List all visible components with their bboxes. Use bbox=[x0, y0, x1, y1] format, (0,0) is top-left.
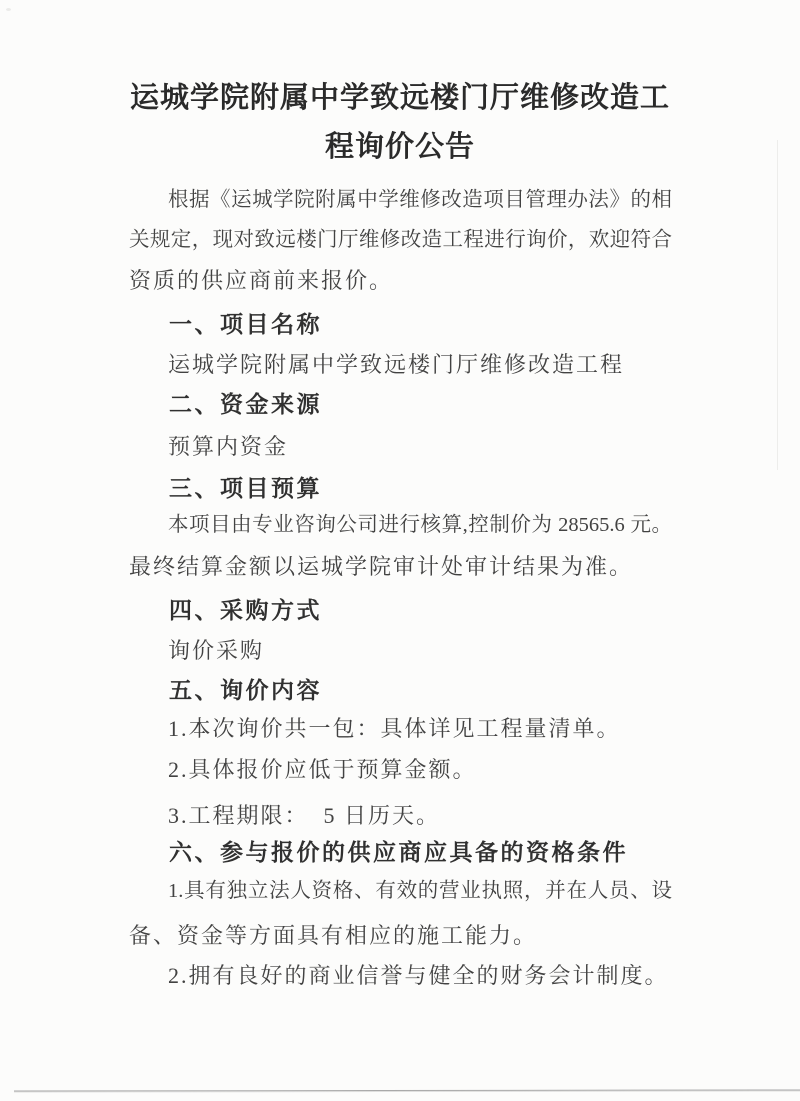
intro-line: 根据《运城学院附属中学维修改造项目管理办法》的相 bbox=[168, 189, 672, 211]
body-line: 2.具体报价应低于预算金额。 bbox=[168, 757, 477, 782]
section-heading-6: 六、参与报价的供应商应具备的资格条件 bbox=[169, 840, 628, 865]
body-line: 运城学院附属中学致远楼门厅维修改造工程 bbox=[168, 352, 625, 377]
document-title-line-1: 运城学院附属中学致远楼门厅维修改造工 bbox=[129, 82, 670, 114]
intro-line: 关规定，现对致远楼门厅维修改造工程进行询价，欢迎符合 bbox=[129, 229, 672, 251]
scan-edge-line bbox=[14, 1089, 800, 1091]
section-heading-4: 四、采购方式 bbox=[169, 598, 322, 623]
document-title-line-2: 程询价公告 bbox=[324, 131, 475, 163]
body-line: 1.具有独立法人资格、有效的营业执照，并在人员、设 bbox=[168, 880, 672, 902]
section-heading-5: 五、询价内容 bbox=[169, 678, 322, 703]
section-heading-1: 一、项目名称 bbox=[169, 312, 322, 337]
section-heading-3: 三、项目预算 bbox=[169, 476, 322, 501]
body-line: 最终结算金额以运城学院审计处审计结果为准。 bbox=[129, 554, 634, 579]
scan-artifact bbox=[777, 140, 778, 470]
scan-artifact bbox=[6, 8, 11, 11]
body-line: 2.拥有良好的商业信誉与健全的财务会计制度。 bbox=[168, 963, 669, 988]
body-line: 1.本次询价共一包：具体详见工程量清单。 bbox=[168, 716, 621, 741]
body-line: 备、资金等方面具有相应的施工能力。 bbox=[129, 923, 538, 948]
body-line: 3.工程期限： 5 日历天。 bbox=[168, 803, 441, 828]
body-line: 预算内资金 bbox=[168, 434, 289, 459]
intro-line: 资质的供应商前来报价。 bbox=[129, 268, 394, 293]
section-heading-2: 二、资金来源 bbox=[169, 392, 322, 417]
body-line: 本项目由专业咨询公司进行核算,控制价为 28565.6 元。 bbox=[168, 514, 672, 536]
body-line: 询价采购 bbox=[168, 638, 265, 663]
